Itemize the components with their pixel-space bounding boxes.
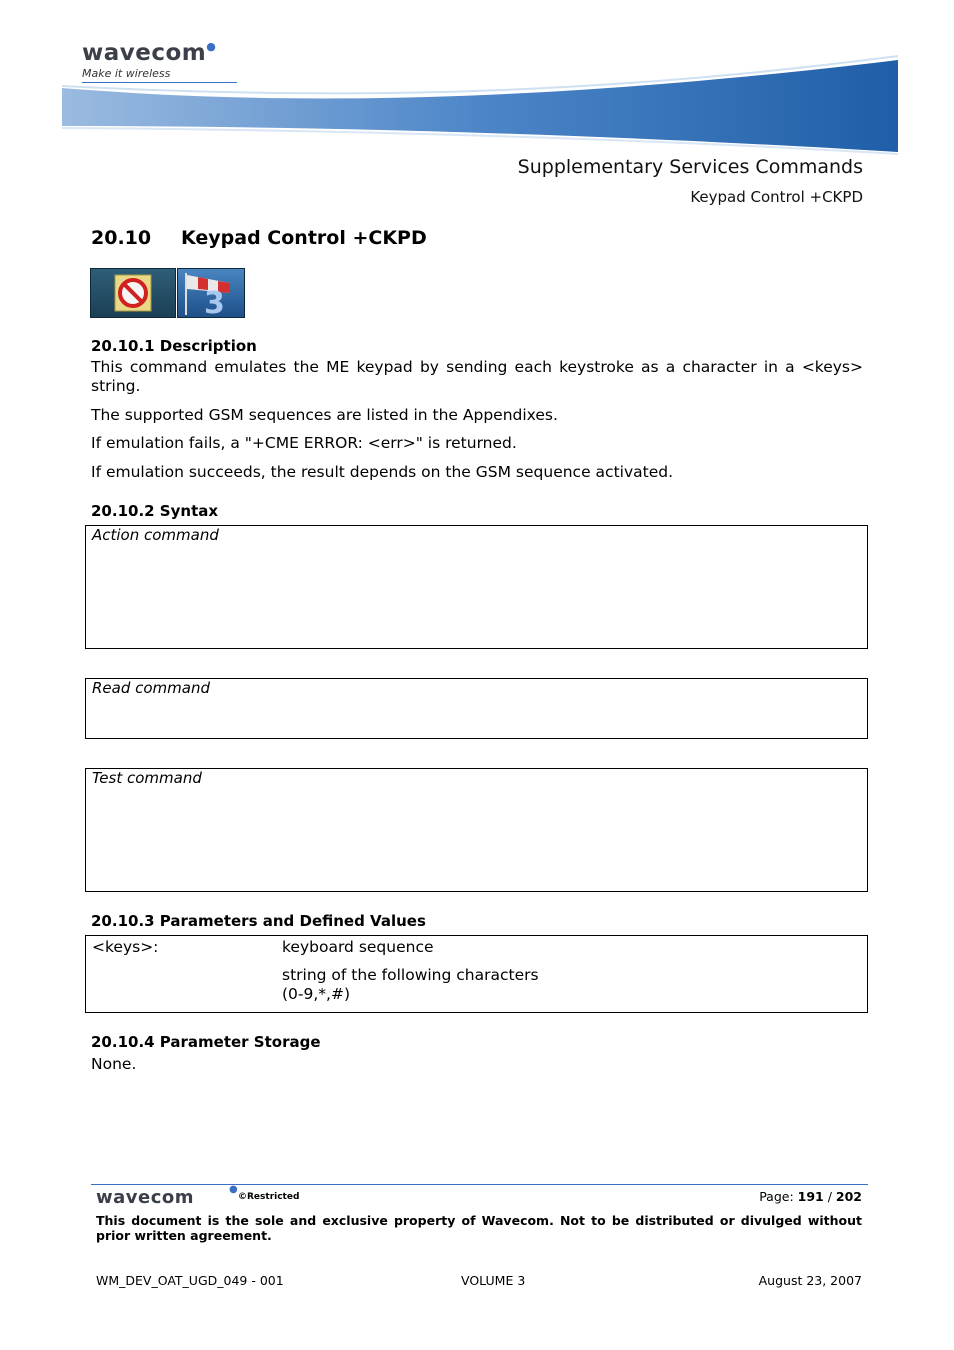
page-number — [759, 1189, 862, 1204]
footer-logo-swirl-icon: ● — [229, 1184, 238, 1195]
test-command-label: Test command — [92, 769, 202, 787]
windsock-3-icon — [177, 268, 245, 318]
test-command-box — [85, 768, 868, 892]
read-command-label: Read command — [92, 679, 211, 697]
document-reference: WM_DEV_OAT_UGD_049 - 001 — [96, 1273, 284, 1288]
logo-swirl-icon: ● — [206, 40, 216, 53]
page-separator: / — [823, 1189, 836, 1204]
read-command-box — [85, 678, 868, 739]
parameter-description — [282, 938, 539, 1004]
page-total: 202 — [835, 1189, 862, 1204]
logo-wordmark: wavecom — [82, 40, 207, 66]
syntax-heading: 20.10.2 Syntax — [91, 502, 219, 520]
storage-text: None. — [91, 1055, 137, 1073]
section-number: 20.10 — [91, 227, 152, 249]
footer-notice: This document is the sole and exclusive property of Wavecom. Not to be distributed or divulged without prior written agreement. — [96, 1213, 862, 1243]
description-paragraph: If emulation succeeds, the result depends on the GSM sequence activated. — [91, 463, 673, 481]
footer-divider — [91, 1184, 868, 1185]
parameter-desc-line: (0-9,*,#) — [282, 985, 351, 1003]
action-command-box — [85, 525, 868, 649]
parameters-table — [85, 935, 868, 1013]
storage-heading: 20.10.4 Parameter Storage — [91, 1033, 321, 1051]
parameter-desc-line: keyboard sequence — [282, 938, 434, 956]
description-heading: 20.10.1 Description — [91, 337, 257, 355]
section-heading — [91, 227, 427, 249]
page-current: 191 — [797, 1189, 824, 1204]
prohibited-icon — [90, 268, 176, 318]
footer-logo: wavecom — [96, 1187, 195, 1208]
document-date: August 23, 2007 — [758, 1273, 862, 1288]
header-wave-banner — [0, 48, 954, 158]
logo-tagline: Make it wireless — [82, 67, 237, 83]
description-paragraph: This command emulates the ME keypad by sending each keystroke as a character in a <keys> string. — [91, 358, 863, 395]
parameter-desc-line: string of the following characters — [282, 966, 539, 984]
chapter-title: Supplementary Services Commands — [517, 156, 863, 178]
description-paragraph: If emulation fails, a "+CME ERROR: <err>" is returned. — [91, 434, 517, 452]
section-running-title: Keypad Control +CKPD — [690, 188, 863, 206]
page-label: Page: — [759, 1189, 798, 1204]
parameters-heading: 20.10.3 Parameters and Defined Values — [91, 912, 426, 930]
action-command-label: Action command — [92, 526, 219, 544]
parameter-name: <keys>: — [92, 938, 159, 956]
restricted-label: ©Restricted — [238, 1192, 300, 1202]
section-title: Keypad Control +CKPD — [181, 227, 427, 249]
svg-text:3: 3 — [204, 286, 225, 317]
volume-label: VOLUME 3 — [461, 1273, 526, 1288]
description-paragraph: The supported GSM sequences are listed in the Appendixes. — [91, 406, 558, 424]
